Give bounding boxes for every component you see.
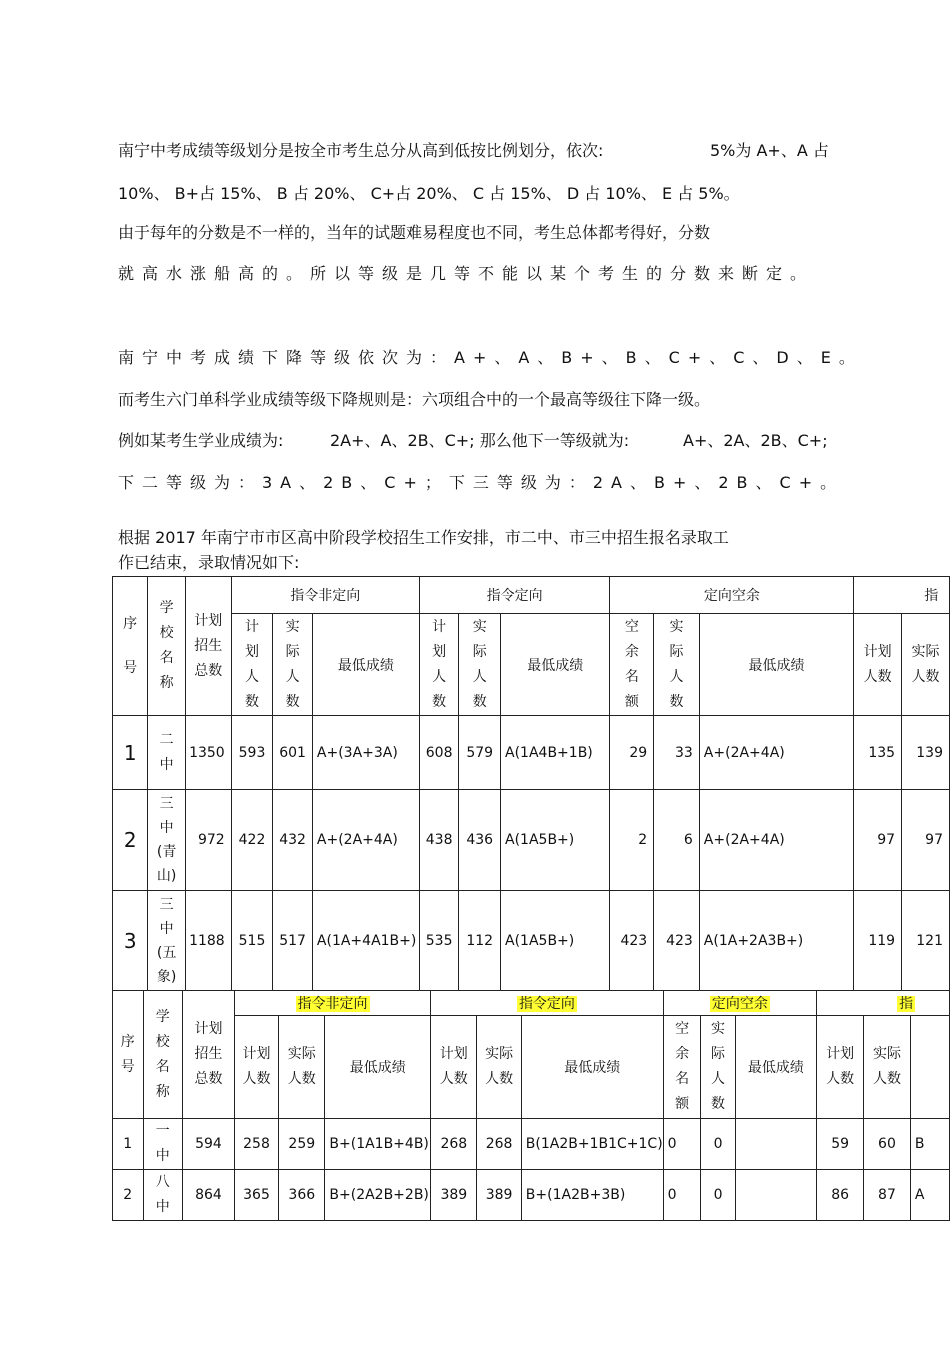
plan-count-header: 计划 人数	[234, 1016, 278, 1119]
text-line: 就高水涨船高的。所以等级是几等不能以某个考生的分数来断定。	[118, 264, 815, 283]
min-score: A+(2A+4A)	[312, 790, 419, 891]
cell: 517	[273, 891, 313, 991]
table-row	[113, 1119, 950, 1170]
text-line: 南宁中考成绩下降等级依次为：A+、A、B+、B、C+、C、D、E。	[118, 348, 863, 367]
min-score: A	[910, 1170, 949, 1221]
no-header: 序 号	[113, 577, 148, 716]
actual-count-header: 实 际 人 数	[459, 614, 501, 716]
plan-count-header: 计划 人数	[854, 614, 902, 716]
cell: 258	[234, 1119, 278, 1170]
cell: 87	[864, 1170, 911, 1221]
cell: 139	[902, 716, 950, 790]
cell: 121	[902, 891, 950, 991]
cell: 608	[419, 716, 459, 790]
cell: 366	[279, 1170, 325, 1221]
min-score: A(1A4B+1B)	[501, 716, 610, 790]
no-header: 序 号	[113, 991, 144, 1119]
cell: 365	[234, 1170, 278, 1221]
min-score: B	[910, 1119, 949, 1170]
text-line: 由于每年的分数是不一样的，当年的试题难易程度也不同，考生总体都考得好，分数	[118, 223, 711, 242]
total-plan: 1188	[185, 891, 231, 991]
table-row	[113, 1170, 950, 1221]
min-score: B+(1A1B+4B)	[325, 1119, 431, 1170]
text-line: 而考生六门单科学业成绩等级下降规则是：六项组合中的一个最高等级往下降一级。	[118, 390, 711, 409]
table-row	[113, 716, 950, 790]
group-header-directive-directed: 指令定向	[419, 577, 610, 614]
total-plan: 864	[183, 1170, 235, 1221]
actual-count-header: 实际 人数	[864, 1016, 911, 1119]
cell: 515	[231, 891, 273, 991]
cell: 119	[854, 891, 902, 991]
cell	[910, 1016, 949, 1119]
cell: 389	[477, 1170, 521, 1221]
header-row-2	[113, 1016, 950, 1119]
cell: 535	[419, 891, 459, 991]
vacant-count-header: 空 余 名 额	[663, 1016, 701, 1119]
row-no: 1	[113, 716, 148, 790]
school-header: 学 校 名 称	[148, 577, 185, 716]
text-line: 作已结束，录取情况如下:	[118, 553, 300, 572]
table-row	[113, 891, 950, 991]
min-score-header: 最低成绩	[325, 1016, 431, 1119]
actual-count-header: 实际 人数	[902, 614, 950, 716]
cell: 60	[864, 1119, 911, 1170]
text-segment: 南宁中考成绩等级划分是按全市考生总分从高到低按比例划分，依次:	[118, 141, 604, 160]
min-score: B+(2A2B+2B)	[325, 1170, 431, 1221]
cell: 601	[273, 716, 313, 790]
cell: 33	[654, 716, 700, 790]
header-row-1	[113, 991, 950, 1016]
cell: 593	[231, 716, 273, 790]
text-segment: 2A+、A、2B、C+; 那么他下一等级就为:	[330, 431, 630, 450]
cell: 0	[663, 1119, 701, 1170]
header-row-2	[113, 614, 950, 716]
cell: 59	[817, 1119, 864, 1170]
text-line: 根据 2017 年南宁市市区高中阶段学校招生工作安排，市二中、市三中招生报名录取工	[118, 528, 729, 547]
school-name: 三 中 (五 象)	[148, 891, 185, 991]
cell: 29	[610, 716, 654, 790]
text-line: 10%、 B+占 15%、 B 占 20%、 C+占 20%、 C 占 15%、 D 占 10%、 E 占 5%。	[118, 184, 740, 203]
cell: 432	[273, 790, 313, 891]
plan-count-header: 计 划 人 数	[419, 614, 459, 716]
total-plan: 1350	[185, 716, 231, 790]
plan-count-header: 计 划 人 数	[231, 614, 273, 716]
admission-table-2	[112, 990, 950, 1221]
actual-count-header: 实 际 人 数	[654, 614, 700, 716]
school-name: 三 中 (青 山)	[148, 790, 185, 891]
cell: 423	[654, 891, 700, 991]
cell: 0	[701, 1170, 735, 1221]
min-score-header: 最低成绩	[521, 1016, 663, 1119]
min-score-header: 最低成绩	[735, 1016, 817, 1119]
cell: 6	[654, 790, 700, 891]
cell: 422	[231, 790, 273, 891]
cell: 579	[459, 716, 501, 790]
cell: 135	[854, 716, 902, 790]
actual-count-header: 实 际 人 数	[701, 1016, 735, 1119]
min-score: A(1A+2A3B+)	[699, 891, 853, 991]
school-name: 一 中	[143, 1119, 183, 1170]
min-score-header: 最低成绩	[312, 614, 419, 716]
text-line: 下二等级为：3A、2B、C+；下三等级为：2A、B+、2B、C+。	[118, 473, 845, 492]
text-line	[118, 141, 603, 161]
school-name: 二 中	[148, 716, 185, 790]
row-no: 2	[113, 1170, 144, 1221]
group-header-directive-nondirected: 指令非定向	[231, 577, 419, 614]
group-header-directive-directed: 指令定向	[431, 991, 663, 1016]
cell: 0	[663, 1170, 701, 1221]
row-no: 3	[113, 891, 148, 991]
group-header-truncated: 指	[854, 577, 950, 614]
row-no: 1	[113, 1119, 144, 1170]
text-line: 例如某考生学业成绩为:	[118, 431, 284, 450]
group-header-truncated: 指	[817, 991, 950, 1016]
min-score: A(1A+4A1B+)	[312, 891, 419, 991]
cell: 86	[817, 1170, 864, 1221]
min-score: A+(3A+3A)	[312, 716, 419, 790]
min-score	[735, 1119, 817, 1170]
actual-count-header: 实 际 人 数	[273, 614, 313, 716]
cell: 268	[431, 1119, 477, 1170]
cell: 268	[477, 1119, 521, 1170]
cell: 0	[701, 1119, 735, 1170]
group-header-directive-nondirected: 指令非定向	[234, 991, 430, 1016]
group-header-directed-vacancy: 定向空余	[610, 577, 854, 614]
cell: 389	[431, 1170, 477, 1221]
table-row	[113, 790, 950, 891]
total-header: 计划 招生 总数	[185, 577, 231, 716]
cell: 112	[459, 891, 501, 991]
actual-count-header: 实际 人数	[279, 1016, 325, 1119]
total-header: 计划 招生 总数	[183, 991, 235, 1119]
school-header: 学 校 名 称	[143, 991, 183, 1119]
group-header-directed-vacancy: 定向空余	[663, 991, 817, 1016]
min-score: B+(1A2B+3B)	[521, 1170, 663, 1221]
min-score: A(1A5B+)	[501, 790, 610, 891]
vacant-count-header: 空 余 名 额	[610, 614, 654, 716]
header-row-1	[113, 577, 950, 614]
tables-region	[112, 576, 950, 1226]
min-score: A+(2A+4A)	[699, 790, 853, 891]
cell: 436	[459, 790, 501, 891]
school-name: 八 中	[143, 1170, 183, 1221]
min-score-header: 最低成绩	[501, 614, 610, 716]
cell: 438	[419, 790, 459, 891]
cell: 97	[902, 790, 950, 891]
cell: 423	[610, 891, 654, 991]
cell: 97	[854, 790, 902, 891]
total-plan: 594	[183, 1119, 235, 1170]
min-score: B(1A2B+1B1C+1C)	[521, 1119, 663, 1170]
text-segment: A+、2A、2B、C+;	[683, 431, 828, 450]
row-no: 2	[113, 790, 148, 891]
text-segment: 5%为 A+、A 占	[710, 141, 829, 160]
plan-count-header: 计划 人数	[817, 1016, 864, 1119]
cell: 259	[279, 1119, 325, 1170]
min-score: A+(2A+4A)	[699, 716, 853, 790]
plan-count-header: 计划 人数	[431, 1016, 477, 1119]
cell: 2	[610, 790, 654, 891]
admission-table-1	[112, 576, 950, 991]
min-score: A(1A5B+)	[501, 891, 610, 991]
total-plan: 972	[185, 790, 231, 891]
actual-count-header: 实际 人数	[477, 1016, 521, 1119]
min-score	[735, 1170, 817, 1221]
min-score-header: 最低成绩	[699, 614, 853, 716]
